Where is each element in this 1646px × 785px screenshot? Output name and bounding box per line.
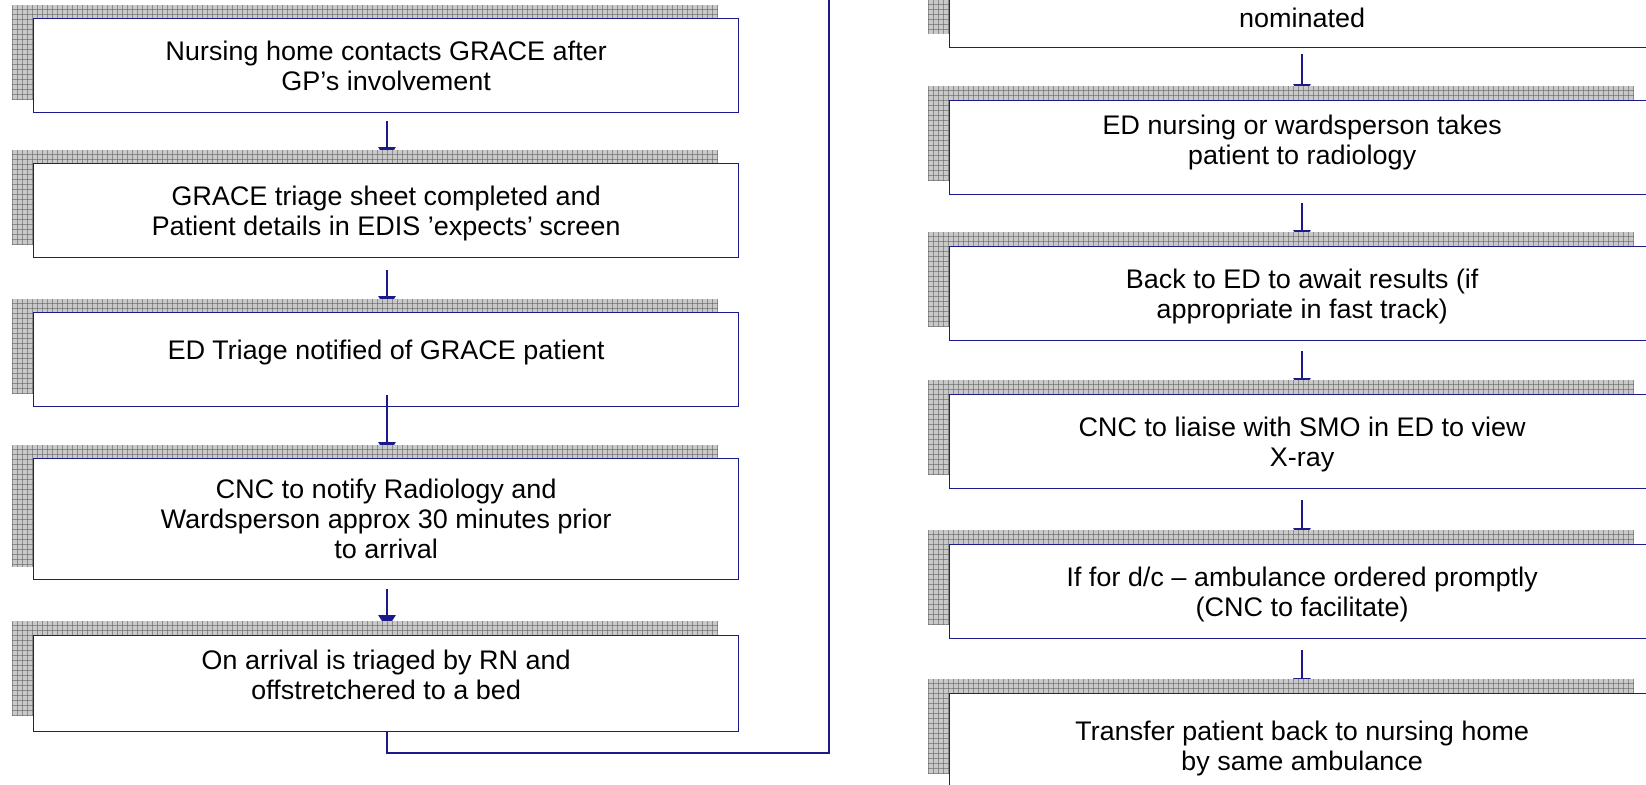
step-ed-triage-notified <box>33 312 739 407</box>
connector-up <box>828 0 830 754</box>
step-text: ED Triage notified of GRACE patient <box>167 335 605 365</box>
step-text: If for d/c – ambulance ordered promptly (CNC to facilitate) <box>1066 561 1538 622</box>
step-back-to-ed <box>949 246 1646 341</box>
step-cnc-liaise-smo <box>949 394 1646 489</box>
step-text: Back to ED to await results (if appropriate in fast track) <box>1125 263 1479 324</box>
step-triage-sheet-completed <box>33 163 739 258</box>
step-transfer-patient-back <box>949 693 1646 785</box>
arrow-line <box>1301 351 1303 378</box>
step-text: CNC to notify Radiology and Wardsperson approx 30 minutes prior to arrival <box>160 474 612 564</box>
step-triaged-by-rn <box>33 635 739 732</box>
step-nursing-home-contacts <box>33 18 739 113</box>
step-text: GRACE triage sheet completed and Patient details in EDIS ’expects’ screen <box>151 180 621 241</box>
step-text: Transfer patient back to nursing home by same ambulance <box>1075 716 1529 776</box>
step-text: nominated <box>1238 3 1366 33</box>
step-text: On arrival is triaged by RN and offstretchered to a bed <box>201 645 571 705</box>
step-nominated <box>949 0 1646 48</box>
arrow-line <box>1301 500 1303 528</box>
arrow-line <box>386 395 388 442</box>
arrow-line <box>386 270 388 296</box>
step-ed-nursing-takes-patient <box>949 100 1646 195</box>
step-text: CNC to liaise with SMO in ED to view X-ray <box>1078 411 1526 472</box>
connector-across <box>386 752 830 754</box>
connector-down <box>386 732 388 754</box>
arrow-line <box>386 589 388 615</box>
arrow-line <box>1301 54 1303 84</box>
step-text: Nursing home contacts GRACE after GP’s involvement <box>165 35 607 96</box>
arrow-line <box>386 121 388 147</box>
step-text: ED nursing or wardsperson takes patient to radiology <box>1102 110 1502 170</box>
arrow-line <box>1301 650 1303 678</box>
step-cnc-notify-radiology <box>33 458 739 580</box>
arrow-line <box>1301 203 1303 230</box>
step-ambulance-ordered <box>949 544 1646 639</box>
